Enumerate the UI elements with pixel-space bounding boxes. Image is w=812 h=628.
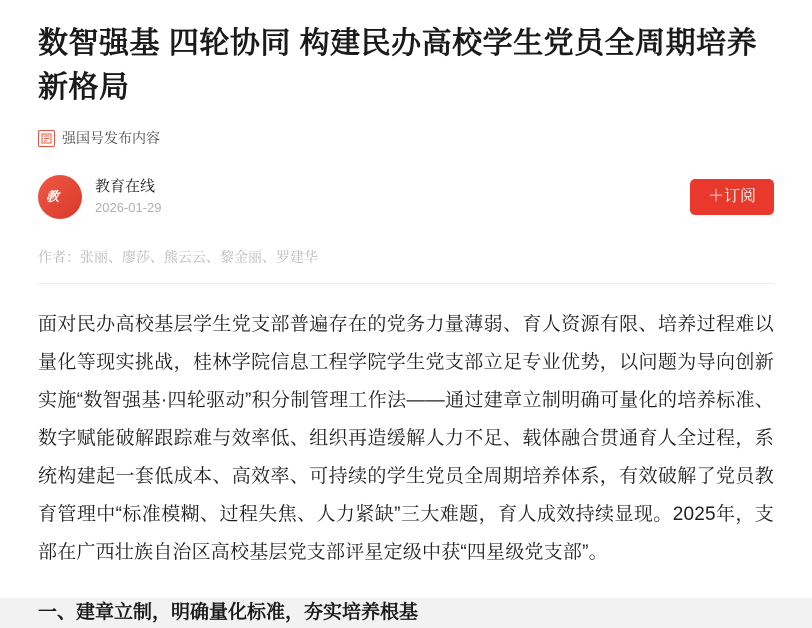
certificate-icon (38, 130, 55, 147)
authors-line: 作者：张丽、廖莎、熊云云、黎金丽、罗建华 (38, 249, 318, 265)
publish-date: 2026-01-29 (95, 200, 162, 215)
source-label: 强国号发布内容 (62, 130, 160, 146)
avatar-mark: 教 (46, 189, 60, 204)
divider (38, 283, 774, 284)
page-title: 数智强基 四轮协同 构建民办高校学生党员全周期培养新格局 (38, 27, 758, 104)
avatar[interactable] (38, 175, 82, 219)
source-row (38, 128, 774, 148)
author-row (38, 174, 774, 220)
subscribe-button[interactable]: ＋订阅 (690, 179, 774, 215)
account-name[interactable]: 教育在线 (95, 178, 156, 195)
article-paragraph: 面对民办高校基层学生党支部普遍存在的党务力量薄弱、育人资源有限、培养过程难以量化等现实挑战，桂林学院信息工程学院学生党支部立足专业优势，以问题为导向创新实施“数智强基·四轮驱动”积分制管理工作法——通过建章立制明确可量化的培养标准、数字赋能破解跟踪难与效率低、组织再造缓解人力不足、载体融合贯通育人全过程，系统构建起一套低成本、高效率、可持续的学生党员全周期培养体系，有效破解了党员教育管理中“标准模糊、过程失焦、人力紧缺”三大难题，育人成效持续显现。2025年，支部在广西壮族自治区高校基层党支部评星定级中获“四星级党支部”。 (38, 314, 774, 563)
section-heading: 一、建章立制，明确量化标准，夯实培养根基 (38, 602, 419, 623)
author-meta (95, 176, 162, 218)
